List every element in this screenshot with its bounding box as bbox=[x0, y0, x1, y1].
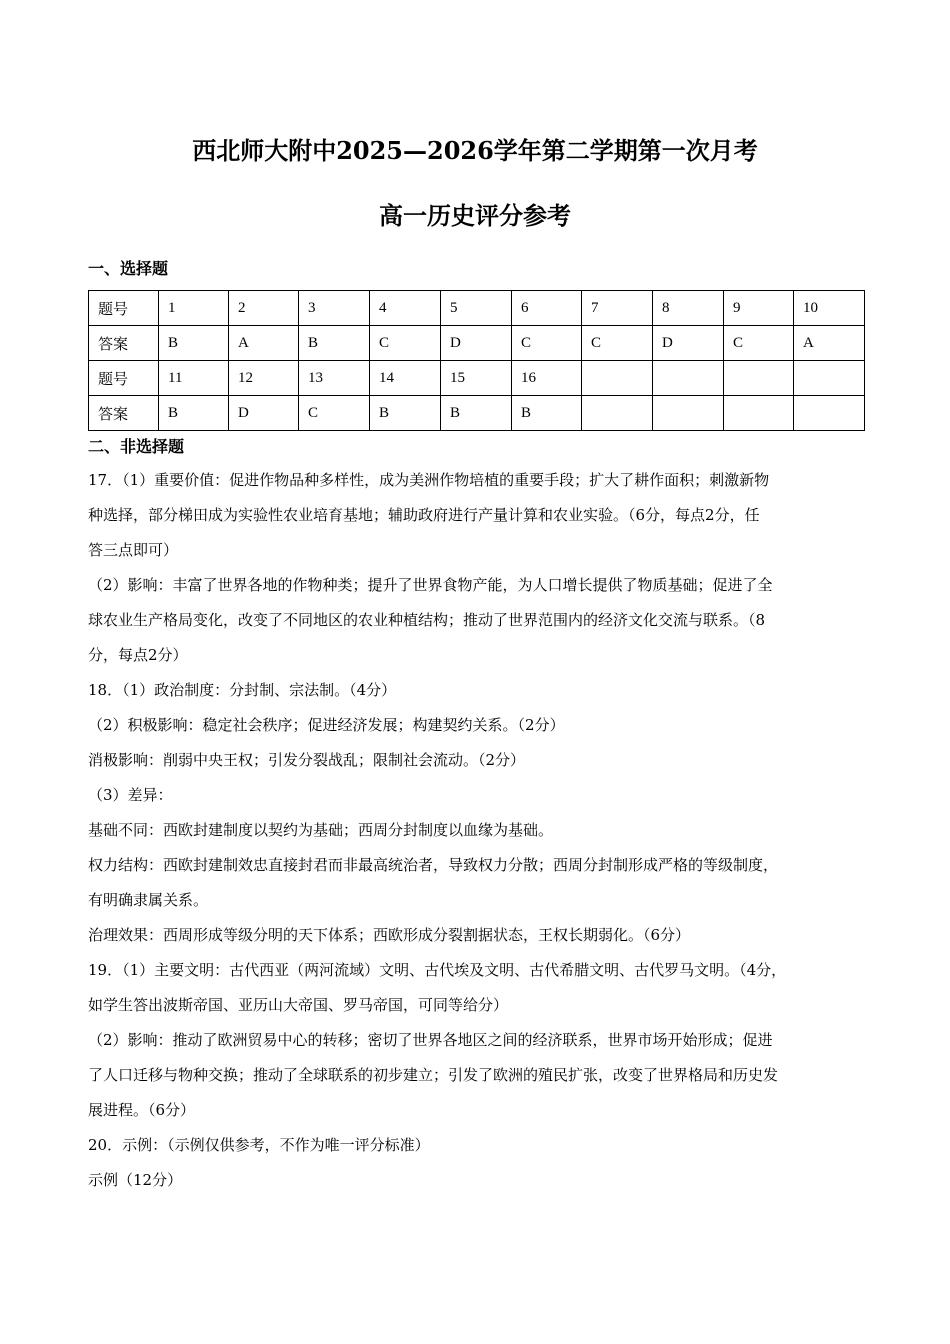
text-line: 权力结构：西欧封建制效忠直接封君而非最高统治者，导致权力分散；西周分封制形成严格的等级制度， bbox=[88, 856, 779, 874]
table-cell: B bbox=[159, 396, 229, 431]
table-cell: B bbox=[370, 396, 441, 431]
table-cell: 15 bbox=[441, 361, 512, 396]
table-cell: 16 bbox=[512, 361, 582, 396]
page-title: 西北师大附中2025—2026学年第二学期第一次月考 bbox=[192, 136, 758, 165]
table-row bbox=[89, 396, 865, 431]
table-cell: D bbox=[653, 326, 724, 361]
table-cell: A bbox=[229, 326, 299, 361]
table-cell: A bbox=[794, 326, 865, 361]
table-cell: C bbox=[299, 396, 370, 431]
table-cell bbox=[794, 396, 865, 431]
table-cell bbox=[653, 396, 724, 431]
text-line: 如学生答出波斯帝国、亚历山大帝国、罗马帝国，可同等给分） bbox=[88, 996, 509, 1014]
table-row bbox=[89, 291, 865, 326]
table-row bbox=[89, 326, 865, 361]
table-cell: 8 bbox=[653, 291, 724, 326]
table-cell: 12 bbox=[229, 361, 299, 396]
table-cell bbox=[653, 361, 724, 396]
text-line: 基础不同：西欧封建制度以契约为基础；西周分封制度以血缘为基础。 bbox=[88, 821, 554, 839]
table-cell: B bbox=[441, 396, 512, 431]
table-cell: 7 bbox=[582, 291, 653, 326]
table-cell bbox=[724, 396, 794, 431]
table-cell: C bbox=[370, 326, 441, 361]
text-line: 种选择，部分梯田成为实验性农业培育基地；辅助政府进行产量计算和农业实验。（6分，每点2分，任 bbox=[88, 506, 760, 524]
table-cell: 5 bbox=[441, 291, 512, 326]
table-cell bbox=[724, 361, 794, 396]
table-cell: 11 bbox=[159, 361, 229, 396]
table-cell: 10 bbox=[794, 291, 865, 326]
page-subtitle: 高一历史评分参考 bbox=[379, 201, 571, 230]
text-line: 20．示例：（示例仅供参考，不作为唯一评分标准） bbox=[88, 1136, 430, 1154]
table-cell: B bbox=[159, 326, 229, 361]
text-line: 18．（1）政治制度：分封制、宗法制。（4分） bbox=[88, 681, 397, 699]
row-label: 题号 bbox=[89, 291, 159, 326]
table-cell: D bbox=[229, 396, 299, 431]
table-row bbox=[89, 361, 865, 396]
text-line: 展进程。（6分） bbox=[88, 1101, 196, 1119]
table-cell: 9 bbox=[724, 291, 794, 326]
table-cell bbox=[582, 361, 653, 396]
table-cell: 2 bbox=[229, 291, 299, 326]
table-cell: C bbox=[512, 326, 582, 361]
table-cell: D bbox=[441, 326, 512, 361]
text-line: 19．（1）主要文明：古代西亚（两河流域）文明、古代埃及文明、古代希腊文明、古代罗马文明。（4分， bbox=[88, 961, 787, 979]
text-line: （2）影响：推动了欧洲贸易中心的转移；密切了世界各地区之间的经济联系，世界市场开始形成；促进 bbox=[88, 1031, 773, 1049]
row-label: 答案 bbox=[89, 326, 159, 361]
text-line: 答三点即可） bbox=[88, 541, 179, 559]
text-line: 17．（1）重要价值：促进作物品种多样性，成为美洲作物培植的重要手段；扩大了耕作面积；刺激新物 bbox=[88, 471, 770, 489]
answer-table bbox=[88, 290, 865, 431]
table-cell: B bbox=[299, 326, 370, 361]
text-line: 了人口迁移与物种交换；推动了全球联系的初步建立；引发了欧洲的殖民扩张，改变了世界格局和历史发 bbox=[88, 1066, 779, 1084]
text-line: （3）差异： bbox=[88, 786, 173, 804]
text-line: 治理效果：西周形成等级分明的天下体系；西欧形成分裂割据状态，王权长期弱化。（6分） bbox=[88, 926, 691, 944]
text-line: 示例（12分） bbox=[88, 1171, 183, 1189]
table-cell: 13 bbox=[299, 361, 370, 396]
text-line: 有明确隶属关系。 bbox=[88, 891, 209, 909]
table-cell: 14 bbox=[370, 361, 441, 396]
text-line: 分，每点2分） bbox=[88, 646, 188, 664]
table-cell: 3 bbox=[299, 291, 370, 326]
table-cell: C bbox=[724, 326, 794, 361]
text-line: （2）积极影响：稳定社会秩序；促进经济发展；构建契约关系。（2分） bbox=[88, 716, 565, 734]
table-cell: B bbox=[512, 396, 582, 431]
section-heading-nonchoice: 二、非选择题 bbox=[88, 437, 185, 456]
table-cell bbox=[794, 361, 865, 396]
row-label: 答案 bbox=[89, 396, 159, 431]
row-label: 题号 bbox=[89, 361, 159, 396]
answer-explanations bbox=[88, 463, 868, 1198]
text-line: 消极影响：削弱中央王权；引发分裂战乱；限制社会流动。（2分） bbox=[88, 751, 526, 769]
table-cell: 1 bbox=[159, 291, 229, 326]
table-cell bbox=[582, 396, 653, 431]
section-heading-choice: 一、选择题 bbox=[88, 259, 169, 278]
table-cell: 4 bbox=[370, 291, 441, 326]
text-line: 球农业生产格局变化，改变了不同地区的农业种植结构；推动了世界范围内的经济文化交流与联系。（8 bbox=[88, 611, 766, 629]
text-line: （2）影响：丰富了世界各地的作物种类；提升了世界食物产能，为人口增长提供了物质基础；促进了全 bbox=[88, 576, 773, 594]
table-cell: 6 bbox=[512, 291, 582, 326]
table-cell: C bbox=[582, 326, 653, 361]
